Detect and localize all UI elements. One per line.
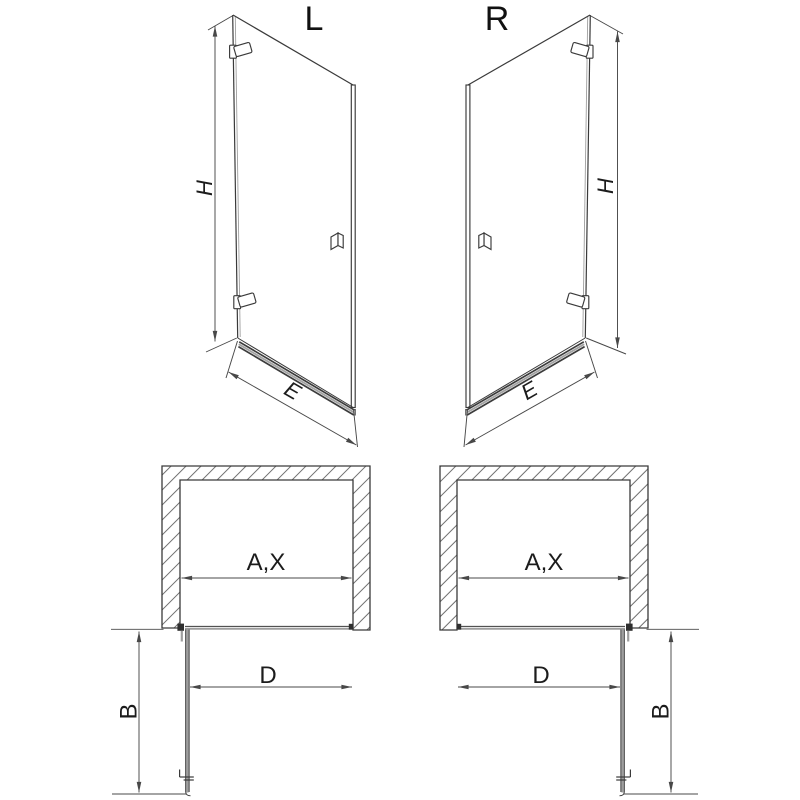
extension-line xyxy=(586,341,598,378)
dimension-label-D: D xyxy=(259,662,277,689)
passage-dimension-left xyxy=(190,662,352,689)
front-profile xyxy=(351,85,355,408)
dimension-label-D: D xyxy=(532,662,550,689)
front-profile xyxy=(466,85,470,408)
opening-dimension-left xyxy=(182,549,352,578)
dimension-label-B: B xyxy=(115,703,143,720)
depth-dimension-left xyxy=(111,629,186,794)
height-dimension-left xyxy=(192,16,237,353)
open-door-plan xyxy=(616,624,632,796)
plan-view-right xyxy=(440,466,699,796)
elevation-view-left xyxy=(192,0,358,447)
hinge-icon xyxy=(626,624,633,631)
dimension-label-H: H xyxy=(593,178,618,194)
opening-dimension-right xyxy=(459,549,629,578)
dimension-label-AX: A,X xyxy=(246,549,286,576)
wall-bracket-icon xyxy=(457,624,461,630)
hinge-icon xyxy=(177,624,184,631)
door-panel-right xyxy=(466,15,593,416)
wall-section xyxy=(162,466,370,630)
dimension-label-H: H xyxy=(192,180,217,196)
variant-label-right: R xyxy=(484,0,510,38)
passage-dimension-right xyxy=(458,662,620,689)
extension-line xyxy=(586,338,626,354)
glass-panel-plan xyxy=(185,624,353,630)
dimension-label-B: B xyxy=(647,703,675,720)
wall-section xyxy=(440,466,648,630)
dimension-label-E: E xyxy=(280,376,306,406)
elevation-view-right xyxy=(464,0,626,447)
door-bottom-cap xyxy=(620,792,625,796)
door-bottom-cap xyxy=(186,792,191,796)
open-door-plan xyxy=(177,624,193,796)
extension-line xyxy=(590,16,623,35)
door-panel-left xyxy=(230,15,356,416)
height-dimension-right xyxy=(586,16,626,355)
glass-panel-plan xyxy=(457,624,625,630)
variant-label-left: L xyxy=(304,0,324,38)
extension-line xyxy=(226,341,238,378)
plan-view-left xyxy=(111,466,370,796)
extension-line xyxy=(206,338,237,352)
dimension-label-AX: A,X xyxy=(524,549,564,576)
extension-line xyxy=(208,16,233,31)
wall-bracket-icon xyxy=(349,624,353,630)
dimension-label-E: E xyxy=(516,376,542,406)
depth-dimension-right xyxy=(624,629,699,794)
